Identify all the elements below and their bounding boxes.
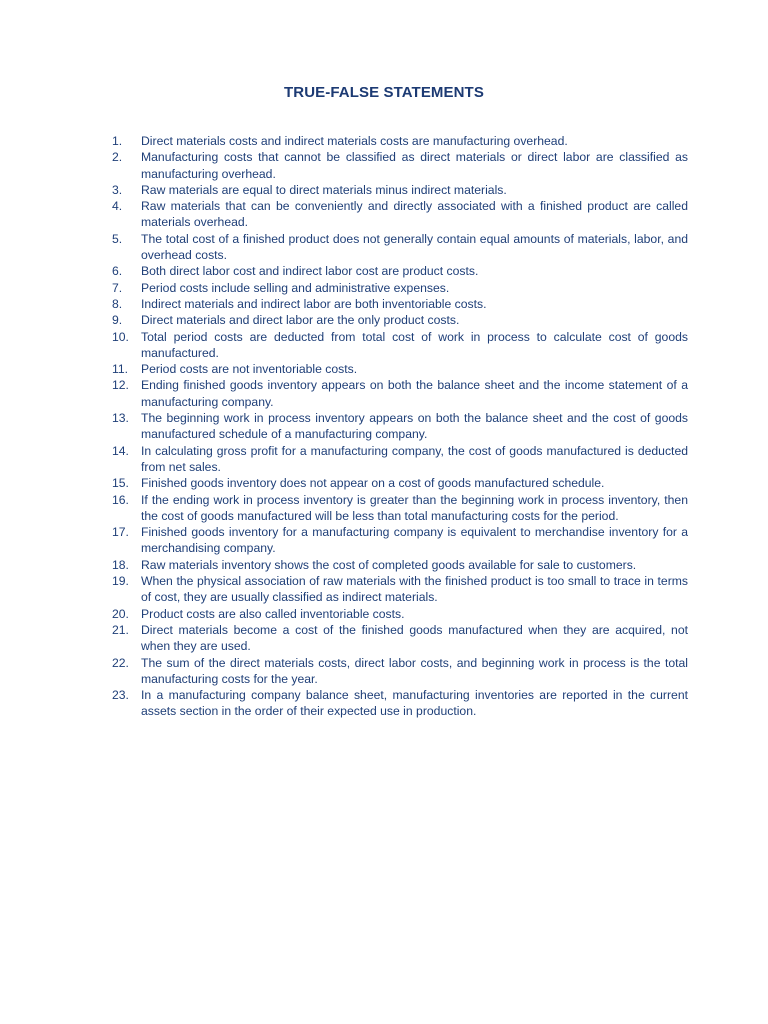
statement-text: Product costs are also called inventoriable costs. xyxy=(141,606,405,621)
statement-number: 12. xyxy=(112,378,129,393)
statement-number: 18. xyxy=(112,557,129,572)
statement-text: Period costs are not inventoriable costs. xyxy=(141,362,358,377)
statement-number: 6. xyxy=(112,264,123,279)
statement-number: 7. xyxy=(112,280,123,295)
statement-item xyxy=(112,573,688,606)
statement-item xyxy=(112,280,688,296)
statement-text: Finished goods inventory for a manufacturing company is equivalent to merchandise inventory for a merchandising company. xyxy=(141,525,688,556)
statement-item xyxy=(112,524,688,557)
statement-text: In calculating gross profit for a manufacturing company, the cost of goods manufactured is deducted from net sales. xyxy=(141,443,688,474)
statement-number: 4. xyxy=(112,199,123,214)
statement-number: 3. xyxy=(112,182,123,197)
statement-number: 17. xyxy=(112,525,129,540)
statement-text: Total period costs are deducted from total cost of work in process to calculate cost of goods manufactured. xyxy=(141,329,688,360)
statement-number: 14. xyxy=(112,443,129,458)
statement-text: Direct materials and direct labor are the only product costs. xyxy=(141,313,460,328)
statement-text: Direct materials become a cost of the finished goods manufactured when they are acquired, not when they are used. xyxy=(141,622,688,654)
statement-item xyxy=(112,475,688,491)
statement-item xyxy=(112,492,688,525)
statement-item xyxy=(112,687,688,720)
statement-item xyxy=(112,606,688,622)
statement-text: Raw materials are equal to direct materials minus indirect materials. xyxy=(141,182,507,197)
statement-text: The beginning work in process inventory appears on both the balance sheet and the cost of goods manufactured schedule of a manufacturing company. xyxy=(141,411,688,442)
statement-text: Raw materials that can be conveniently and directly associated with a finished product are called materials overhead. xyxy=(141,199,688,230)
statement-item xyxy=(112,557,688,573)
statement-item xyxy=(112,149,688,182)
statement-number: 1. xyxy=(112,134,123,148)
statement-item xyxy=(112,329,688,362)
statement-number: 8. xyxy=(112,296,123,311)
statement-number: 19. xyxy=(112,574,129,589)
statement-item xyxy=(112,198,688,231)
statement-text: When the physical association of raw materials with the finished product is too small to trace in terms of cost, they are usually classified as indirect materials. xyxy=(141,574,688,605)
statement-item xyxy=(112,622,688,655)
statement-text: In a manufacturing company balance sheet, manufacturing inventories are reported in the current assets section in the order of their expected use in production. xyxy=(141,688,688,719)
statement-number: 2. xyxy=(112,150,123,165)
statement-text: The total cost of a finished product does not generally contain equal amounts of materials, labor, and overhead costs. xyxy=(141,231,688,263)
statement-text: Manufacturing costs that cannot be classified as direct materials or direct labor are classified as manufacturing overhead. xyxy=(141,150,688,181)
statement-item xyxy=(112,312,688,328)
statement-number: 20. xyxy=(112,606,129,621)
statement-item xyxy=(112,296,688,312)
statement-text: The sum of the direct materials costs, direct labor costs, and beginning work in process is the total manufacturing costs for the year. xyxy=(141,655,688,686)
statement-item xyxy=(112,377,688,410)
statement-text: Finished goods inventory does not appear on a cost of goods manufactured schedule. xyxy=(141,476,605,491)
statement-number: 10. xyxy=(112,329,129,344)
statement-item xyxy=(112,361,688,377)
statement-text: Period costs include selling and administrative expenses. xyxy=(141,280,450,295)
statement-text: Both direct labor cost and indirect labor cost are product costs. xyxy=(141,264,479,279)
statement-text: Ending finished goods inventory appears on both the balance sheet and the income statement of a manufacturing company. xyxy=(141,378,688,409)
statement-text: Direct materials costs and indirect materials costs are manufacturing overhead. xyxy=(141,134,568,148)
statement-number: 13. xyxy=(112,411,129,426)
statement-text: Indirect materials and indirect labor are both inventoriable costs. xyxy=(141,296,487,311)
statement-number: 15. xyxy=(112,476,129,491)
statement-number: 5. xyxy=(112,231,123,246)
statement-text: Raw materials inventory shows the cost of completed goods available for sale to customers. xyxy=(141,557,637,572)
statement-item xyxy=(112,410,688,443)
page-title: TRUE-FALSE STATEMENTS xyxy=(284,84,484,101)
statement-number: 21. xyxy=(112,622,129,637)
statement-item xyxy=(112,133,688,149)
statement-number: 16. xyxy=(112,492,129,507)
statement-item xyxy=(112,655,688,688)
statement-text: If the ending work in process inventory is greater than the beginning work in process inventory, then the cost of goods manufactured will be less than total manufacturing costs for the period. xyxy=(141,492,688,523)
statement-number: 9. xyxy=(112,313,123,328)
statement-item xyxy=(112,182,688,198)
statement-number: 22. xyxy=(112,655,129,670)
statement-item xyxy=(112,443,688,476)
statement-number: 11. xyxy=(112,362,129,377)
statement-item xyxy=(112,231,688,264)
statement-list xyxy=(112,133,688,720)
statement-item xyxy=(112,263,688,279)
statement-number: 23. xyxy=(112,688,129,703)
